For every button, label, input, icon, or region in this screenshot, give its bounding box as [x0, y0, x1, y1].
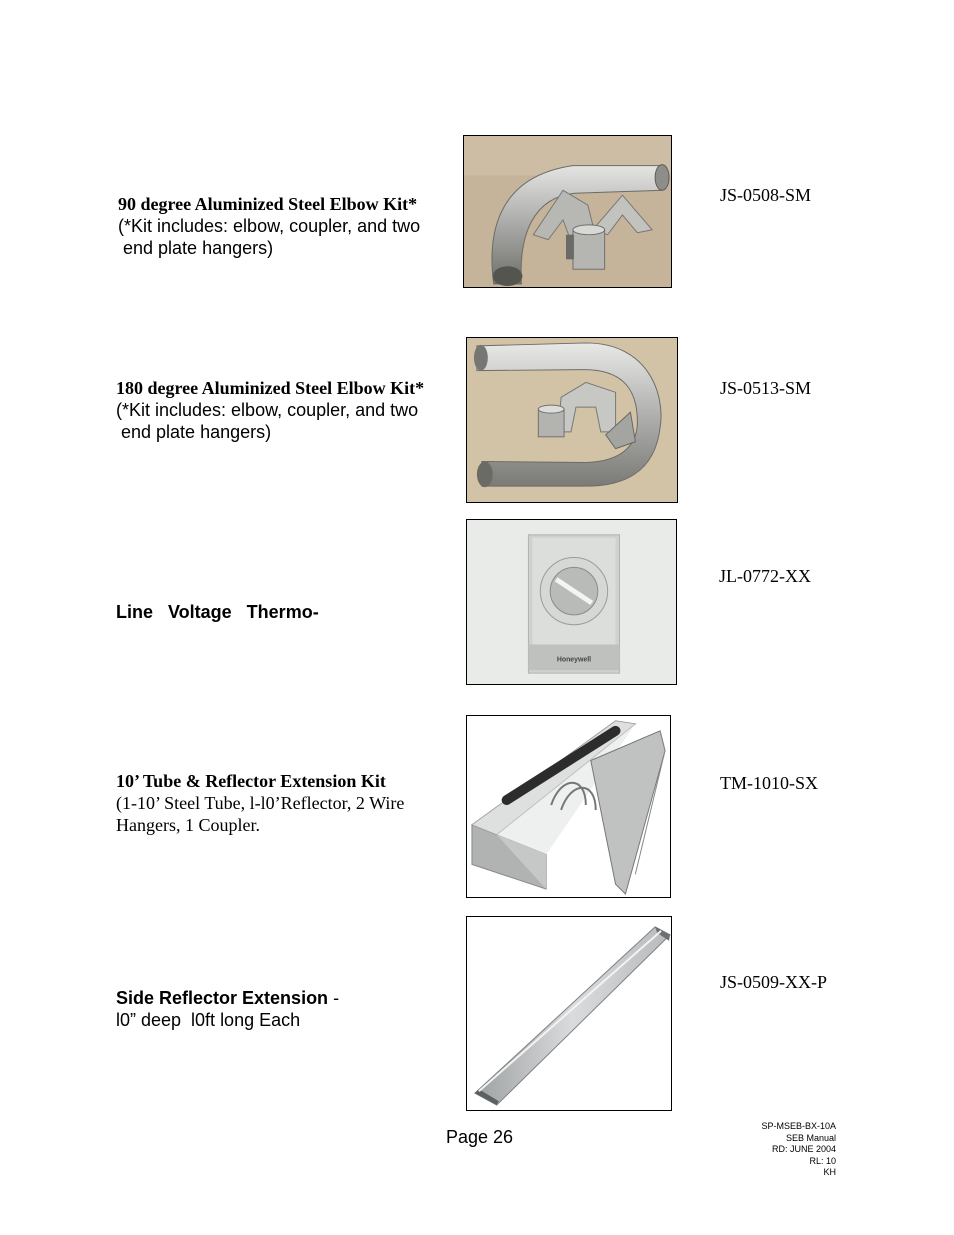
item-detail-line: (1-10’ Steel Tube, l-l0’Reflector, 2 Wire — [116, 793, 405, 813]
item-code: JS-0509-XX-P — [720, 972, 828, 992]
item-code: JS-0508-SM — [720, 185, 812, 205]
item-code: JS-0513-SM — [720, 378, 812, 398]
item-detail-line: end plate hangers) — [116, 422, 272, 442]
item-title: Side Reflector Extension — [116, 988, 329, 1008]
item-thermostat-description — [116, 601, 446, 623]
item-tube-kit-description — [116, 770, 456, 836]
brand-logo: Honeywell — [556, 656, 592, 664]
item-title: 90 degree Aluminized Steel Elbow Kit* — [118, 194, 418, 214]
item-180-elbow-description — [116, 377, 446, 443]
author-initials: KH — [823, 1167, 836, 1177]
side-reflector-photo — [466, 916, 672, 1111]
revision-level: RL: 10 — [809, 1155, 836, 1166]
90-degree-elbow-kit-photo — [463, 135, 672, 288]
item-detail-line: (*Kit includes: elbow, coupler, and two — [118, 216, 421, 236]
item-90-elbow-description — [118, 193, 448, 259]
item-detail-line: l0” deep l0ft long Each — [116, 1010, 301, 1030]
item-title-line — [116, 987, 456, 1009]
thermostat-photo — [466, 519, 677, 685]
item-detail-line: (*Kit includes: elbow, coupler, and two — [116, 400, 419, 420]
revision-date: RD: JUNE 2004 — [771, 1144, 836, 1154]
document-id: SP-MSEB-BX-10A — [761, 1121, 836, 1131]
document-info — [761, 1121, 836, 1179]
180-degree-elbow-kit-photo — [466, 337, 678, 503]
item-detail-line: end plate hangers) — [118, 238, 274, 258]
item-title: Line Voltage Thermo- — [116, 602, 319, 622]
item-title-suffix: - — [328, 988, 340, 1008]
item-side-reflector-description — [116, 987, 456, 1031]
item-detail-line: Hangers, 1 Coupler. — [116, 815, 260, 835]
item-code: JL-0772-XX — [719, 566, 811, 586]
tube-reflector-kit-photo — [466, 715, 671, 898]
item-title: 10’ Tube & Reflector Extension Kit — [116, 771, 386, 791]
manual-name: SEB Manual — [785, 1132, 836, 1143]
item-code: TM-1010-SX — [720, 773, 818, 793]
item-title: 180 degree Aluminized Steel Elbow Kit* — [116, 378, 425, 398]
page-number: Page 26 — [446, 1127, 514, 1147]
